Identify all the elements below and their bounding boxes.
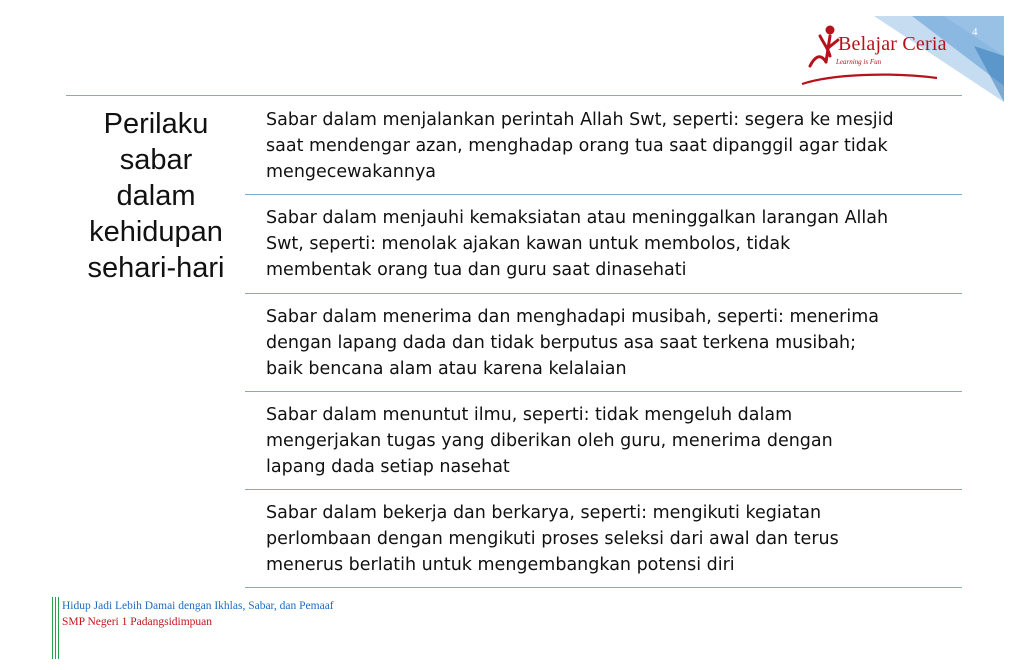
list-item xyxy=(245,294,962,392)
row-text-line: baik bencana alam atau karena kelalaian xyxy=(266,359,627,379)
row-text-line: dengan lapang dada dan tidak berputus asa saat terkena musibah; xyxy=(266,333,857,353)
title-line: sabar xyxy=(119,144,193,176)
list-item xyxy=(245,195,962,294)
slide-title xyxy=(66,106,246,286)
row-text-line: lapang dada setiap nasehat xyxy=(266,457,510,477)
row-text-line: perlombaan dengan mengikuti proses seleksi dari awal dan terus xyxy=(266,529,839,549)
title-line: sehari-hari xyxy=(87,252,225,284)
title-line: Perilaku xyxy=(103,108,209,140)
footer-subtitle: Hidup Jadi Lebih Damai dengan Ikhlas, Sabar, dan Pemaaf xyxy=(62,600,334,612)
title-line: kehidupan xyxy=(89,216,223,248)
patience-examples-list xyxy=(245,97,962,588)
row-text-line: Swt, seperti: menolak ajakan kawan untuk membolos, tidak xyxy=(266,234,791,254)
row-text-line: saat mendengar azan, menghadap orang tua saat dipanggil agar tidak xyxy=(266,136,888,156)
list-item xyxy=(245,97,962,195)
list-item xyxy=(245,392,962,490)
row-text-line: membentak orang tua dan guru saat dinasehati xyxy=(266,260,687,280)
footer-accent-bars xyxy=(52,597,62,659)
row-text-line: Sabar dalam menuntut ilmu, seperti: tidak mengeluh dalam xyxy=(266,405,793,425)
table-top-rule xyxy=(66,95,962,96)
logo-tagline: Learning is Fun xyxy=(836,58,882,66)
row-text-line: menerus berlatih untuk mengembangkan potensi diri xyxy=(266,555,735,575)
title-line: dalam xyxy=(116,180,196,212)
logo-name: Belajar Ceria xyxy=(838,33,947,55)
row-text-line: mengerjakan tugas yang diberikan oleh guru, menerima dengan xyxy=(266,431,833,451)
row-text-line: Sabar dalam menerima dan menghadapi musibah, seperti: menerima xyxy=(266,307,879,327)
list-item xyxy=(245,490,962,588)
page-number: 4 xyxy=(972,26,978,38)
row-text-line: mengecewakannya xyxy=(266,162,437,182)
footer-school-name: SMP Negeri 1 Padangsidimpuan xyxy=(62,616,213,628)
row-text-line: Sabar dalam bekerja dan berkarya, seperti: mengikuti kegiatan xyxy=(266,503,822,523)
row-text-line: Sabar dalam menjauhi kemaksiatan atau meninggalkan larangan Allah xyxy=(266,208,889,228)
row-text-line: Sabar dalam menjalankan perintah Allah Swt, seperti: segera ke mesjid xyxy=(266,110,894,130)
